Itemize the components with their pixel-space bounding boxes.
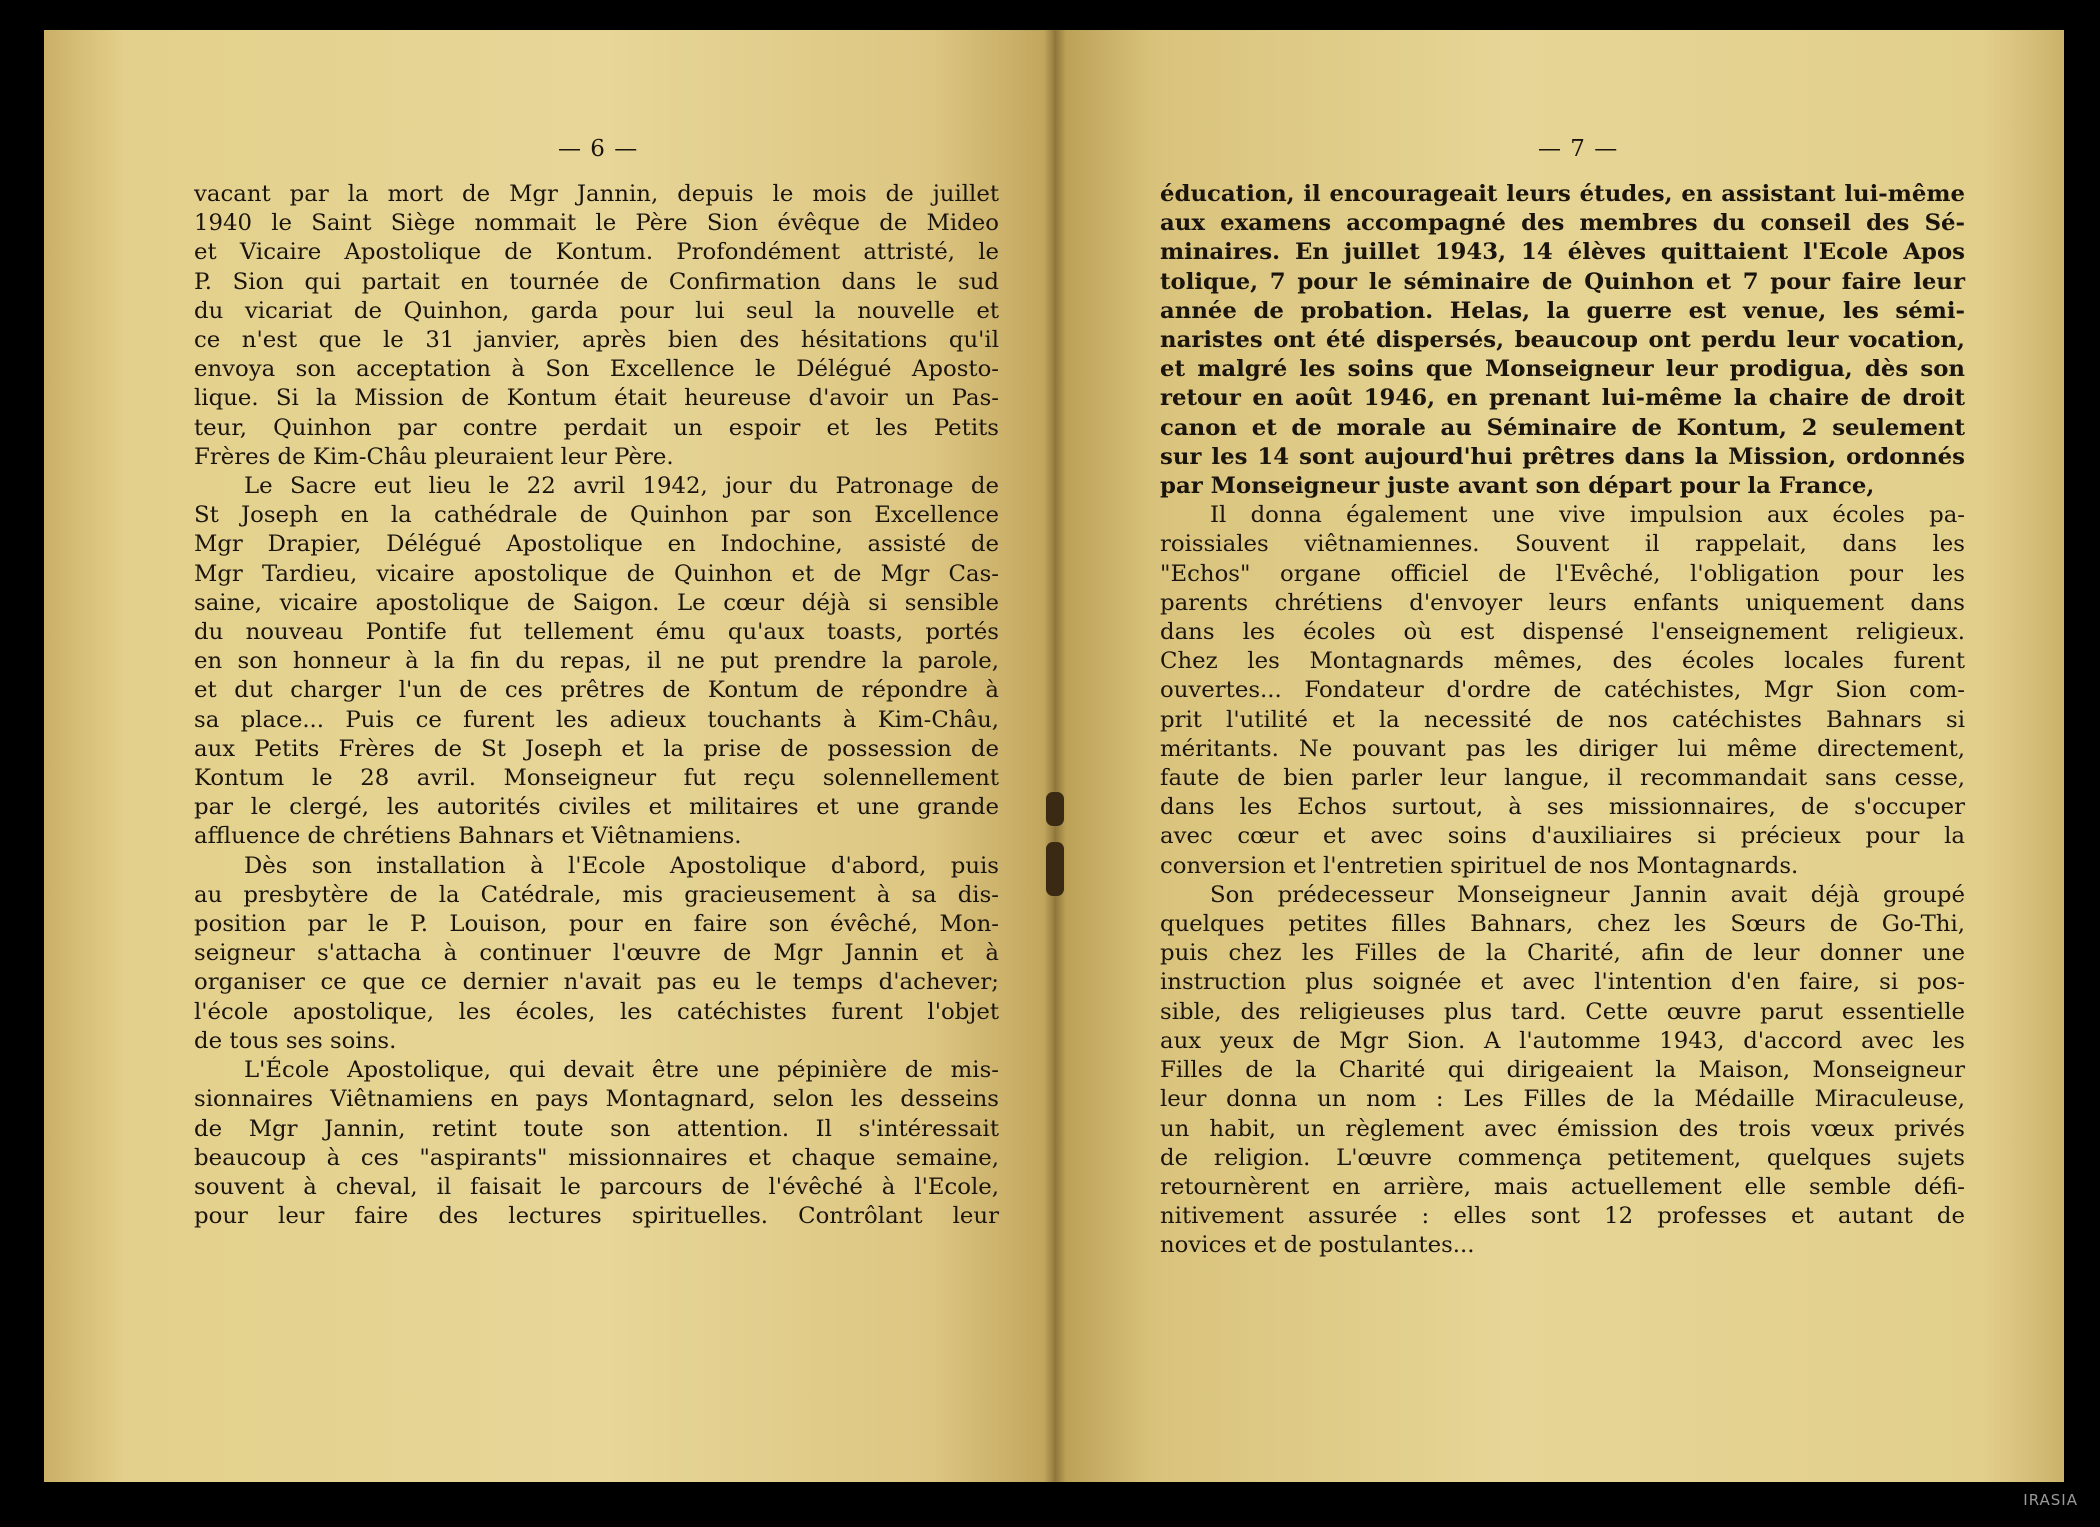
text-line: minaires. En juillet 1943, 14 élèves quittaient l'Ecole Apos	[1160, 239, 1965, 266]
text-line: faute de bien parler leur langue, il recommandait sans cesse,	[1160, 765, 1965, 792]
staple	[1046, 842, 1064, 896]
text-line: position par le P. Louison, pour en faire son évêché, Mon-	[194, 911, 999, 938]
text-line: conversion et l'entretien spirituel de nos Montagnards.	[1160, 852, 1799, 879]
text-line: Kontum le 28 avril. Monseigneur fut reçu solennellement	[194, 765, 999, 792]
spine-fold	[1044, 30, 1066, 1482]
text-line: l'école apostolique, les écoles, les catéchistes furent l'objet	[194, 998, 999, 1025]
text-line: et Vicaire Apostolique de Kontum. Profondément attristé, le	[194, 239, 999, 266]
text-line: aux Petits Frères de St Joseph et la prise de possession de	[194, 735, 999, 762]
text-line: du vicariat de Quinhon, garda pour lui seul la nouvelle et	[194, 297, 999, 324]
text-line: nitivement assurée : elles sont 12 professes et autant de	[1160, 1203, 1965, 1230]
page-number: — 6 —	[558, 136, 639, 162]
text-line: retournèrent en arrière, mais actuellement elle semble défi-	[1160, 1173, 1965, 1200]
text-line: envoya son acceptation à Son Excellence le Délégué Aposto-	[194, 356, 999, 383]
watermark: IRASIA	[2023, 1491, 2078, 1509]
text-line: prit l'utilité et la necessité de nos catéchistes Bahnars si	[1160, 706, 1965, 733]
page-number: — 7 —	[1538, 136, 1619, 162]
text-line: du nouveau Pontife fut tellement ému qu'aux toasts, portés	[194, 619, 999, 646]
text-line: dans les écoles où est dispensé l'enseignement religieux.	[1160, 619, 1965, 646]
text-line: année de probation. Helas, la guerre est venue, les sémi-	[1160, 297, 1965, 324]
text-line: Il donna également une vive impulsion aux écoles pa-	[1210, 502, 1965, 529]
text-line: sa place... Puis ce furent les adieux touchants à Kim-Châu,	[194, 706, 999, 733]
text-line: Dès son installation à l'Ecole Apostolique d'abord, puis	[244, 852, 999, 879]
text-line: de religion. L'œuvre commença petitement, quelques sujets	[1160, 1144, 1965, 1171]
text-line: retour en août 1946, en prenant lui-même la chaire de droit	[1160, 385, 1965, 412]
text-line: Le Sacre eut lieu le 22 avril 1942, jour du Patronage de	[244, 473, 999, 500]
text-line: aux yeux de Mgr Sion. A l'automme 1943, d'accord avec les	[1160, 1027, 1965, 1054]
text-line: ce n'est que le 31 janvier, après bien des hésitations qu'il	[194, 327, 999, 354]
text-line: leur donna un nom : Les Filles de la Médaille Miraculeuse,	[1160, 1086, 1965, 1113]
text-line: canon et de morale au Séminaire de Kontum, 2 seulement	[1160, 414, 1965, 441]
text-line: sionnaires Viêtnamiens en pays Montagnard, selon les desseins	[194, 1086, 999, 1113]
text-line: ouvertes... Fondateur d'ordre de catéchistes, Mgr Sion com-	[1160, 677, 1965, 704]
text-line: de Mgr Jannin, retint toute son attention. Il s'intéressait	[194, 1115, 999, 1142]
text-line: puis chez les Filles de la Charité, afin de leur donner une	[1160, 940, 1965, 967]
text-line: en son honneur à la fin du repas, il ne put prendre la parole,	[194, 648, 999, 675]
text-line: au presbytère de la Catédrale, mis gracieusement à sa dis-	[194, 881, 999, 908]
text-line: et malgré les soins que Monseigneur leur prodigua, dès son	[1160, 356, 1965, 383]
text-line: novices et de postulantes...	[1160, 1232, 1475, 1259]
text-line: Mgr Tardieu, vicaire apostolique de Quinhon et de Mgr Cas-	[194, 560, 999, 587]
text-line: St Joseph en la cathédrale de Quinhon par son Excellence	[194, 502, 999, 529]
text-line: méritants. Ne pouvant pas les diriger lui même directement,	[1160, 735, 1965, 762]
text-line: seigneur s'attacha à continuer l'œuvre de Mgr Jannin et à	[194, 940, 999, 967]
text-line: naristes ont été dispersés, beaucoup ont perdu leur vocation,	[1160, 327, 1965, 354]
text-line: aux examens accompagné des membres du conseil des Sé-	[1160, 210, 1965, 237]
text-line: Mgr Drapier, Délégué Apostolique en Indochine, assisté de	[194, 531, 999, 558]
left-page	[44, 30, 1054, 1482]
text-line: dans les Echos surtout, à ses missionnaires, de s'occuper	[1160, 794, 1965, 821]
text-line: instruction plus soignée et avec l'intention d'en faire, si pos-	[1160, 969, 1965, 996]
text-line: tolique, 7 pour le séminaire de Quinhon et 7 pour faire leur	[1160, 268, 1965, 295]
left-page-text	[194, 180, 999, 1231]
text-line: parents chrétiens d'envoyer leurs enfants uniquement dans	[1160, 589, 1965, 616]
text-line: affluence de chrétiens Bahnars et Viêtnamiens.	[194, 823, 742, 850]
text-line: par Monseigneur juste avant son départ pour la France,	[1160, 473, 1875, 500]
text-line: roissiales viêtnamiennes. Souvent il rappelait, dans les	[1160, 531, 1965, 558]
text-line: organiser ce que ce dernier n'avait pas eu le temps d'achever;	[194, 969, 999, 996]
booklet-spread	[44, 30, 2064, 1482]
text-line: par le clergé, les autorités civiles et militaires et une grande	[194, 794, 999, 821]
right-page	[1054, 30, 2064, 1482]
text-line: avec cœur et avec soins d'auxiliaires si précieux pour la	[1160, 823, 1965, 850]
text-line: 1940 le Saint Siège nommait le Père Sion évêque de Mideo	[194, 210, 999, 237]
text-line: et dut charger l'un de ces prêtres de Kontum de répondre à	[194, 677, 999, 704]
text-line: lique. Si la Mission de Kontum était heureuse d'avoir un Pas-	[194, 385, 999, 412]
right-page-text	[1160, 180, 1965, 1261]
text-line: pour leur faire des lectures spirituelles. Contrôlant leur	[194, 1203, 999, 1230]
text-line: Chez les Montagnards mêmes, des écoles locales furent	[1160, 648, 1965, 675]
text-line: beaucoup à ces "aspirants" missionnaires et chaque semaine,	[194, 1144, 999, 1171]
text-line: L'École Apostolique, qui devait être une pépinière de mis-	[244, 1057, 999, 1084]
text-line: teur, Quinhon par contre perdait un espoir et les Petits	[194, 414, 999, 441]
text-line: souvent à cheval, il faisait le parcours de l'évêché à l'Ecole,	[194, 1173, 999, 1200]
text-line: un habit, un règlement avec émission des trois vœux privés	[1160, 1115, 1965, 1142]
text-line: vacant par la mort de Mgr Jannin, depuis le mois de juillet	[194, 181, 999, 207]
text-line: de tous ses soins.	[194, 1027, 397, 1054]
staple	[1046, 792, 1064, 826]
text-line: P. Sion qui partait en tournée de Confirmation dans le sud	[194, 268, 999, 295]
text-line: "Echos" organe officiel de l'Evêché, l'obligation pour les	[1160, 560, 1965, 587]
text-line: sur les 14 sont aujourd'hui prêtres dans la Mission, ordonnés	[1160, 443, 1965, 470]
text-line: Frères de Kim-Châu pleuraient leur Père.	[194, 443, 674, 470]
text-line: éducation, il encourageait leurs études, en assistant lui-même	[1160, 181, 1965, 207]
text-line: saine, vicaire apostolique de Saigon. Le cœur déjà si sensible	[194, 589, 999, 616]
text-line: quelques petites filles Bahnars, chez les Sœurs de Go-Thi,	[1160, 911, 1965, 938]
text-line: Son prédecesseur Monseigneur Jannin avait déjà groupé	[1210, 881, 1965, 908]
text-line: sible, des religieuses plus tard. Cette œuvre parut essentielle	[1160, 998, 1965, 1025]
text-line: Filles de la Charité qui dirigeaient la Maison, Monseigneur	[1160, 1057, 1965, 1084]
